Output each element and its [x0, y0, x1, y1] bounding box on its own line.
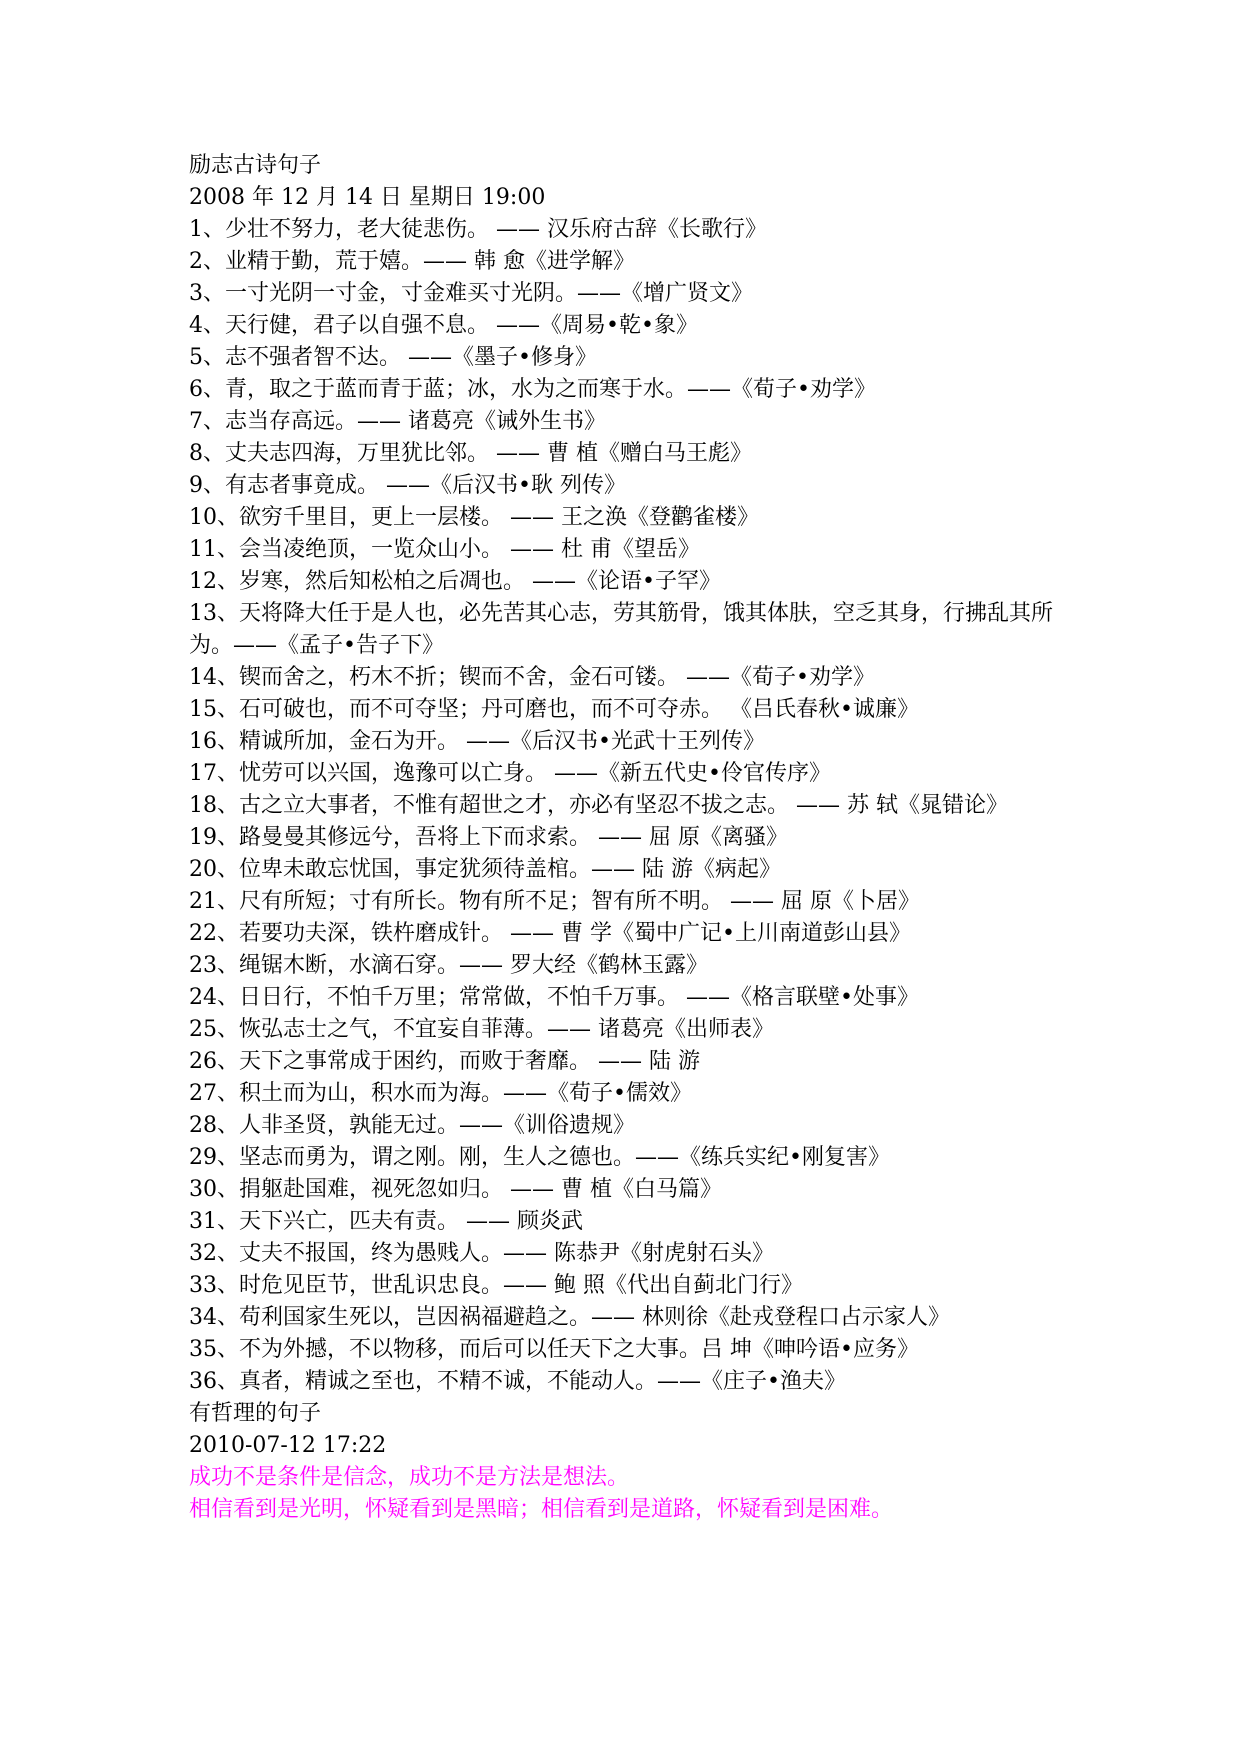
quote-line: 29、坚志而勇为，谓之刚。刚，生人之德也。——《练兵实纪•刚复害》 — [189, 1145, 890, 1170]
quote-line: 9、有志者事竟成。 ——《后汉书•耿 列传》 — [189, 473, 626, 498]
quote-line: 14、锲而舍之，朽木不折；锲而不舍，金石可镂。 ——《荀子•劝学》 — [189, 665, 875, 690]
quote-line: 16、精诚所加，金石为开。 ——《后汉书•光武十王列传》 — [189, 729, 765, 754]
quote-line: 27、积土而为山，积水而为海。——《荀子•儒效》 — [189, 1081, 692, 1106]
quote-line: 21、尺有所短；寸有所长。物有所不足；智有所不明。 —— 屈 原《卜居》 — [189, 889, 920, 914]
quote-line: 24、日日行，不怕千万里；常常做，不怕千万事。 ——《格言联壁•处事》 — [189, 985, 919, 1010]
quote-line: 7、志当存高远。—— 诸葛亮《诫外生书》 — [189, 409, 606, 434]
quote-line: 15、石可破也，而不可夺坚；丹可磨也，而不可夺赤。 《吕氏春秋•诚廉》 — [189, 697, 919, 722]
quote-line: 18、古之立大事者，不惟有超世之才，亦必有坚忍不拔之志。 —— 苏 轼《晁错论》 — [189, 793, 1008, 818]
quote-line: 35、不为外撼，不以物移，而后可以任天下之大事。吕 坤《呻吟语•应务》 — [189, 1337, 919, 1362]
quote-line: 20、位卑未敢忘忧国，事定犹须待盖棺。—— 陆 游《病起》 — [189, 857, 781, 882]
quote-line: 3、一寸光阴一寸金，寸金难买寸光阴。——《增广贤文》 — [189, 281, 753, 306]
quote-line: 2、业精于勤，荒于嬉。—— 韩 愈《进学解》 — [189, 249, 635, 274]
quote-line: 10、欲穷千里目，更上一层楼。 —— 王之涣《登鹳雀楼》 — [189, 505, 759, 530]
document-page — [189, 150, 1069, 1526]
section-date: 2010-07-12 17:22 — [189, 1433, 387, 1458]
quote-line: 13、天将降大任于是人也，必先苦其心志，劳其筋骨，饿其体肤，空乏其身，行拂乱其所为。——《孟子•告子下》 — [189, 601, 1053, 658]
highlight-line: 成功不是条件是信念，成功不是方法是想法。 — [189, 1465, 630, 1490]
quote-line: 32、丈夫不报国，终为愚贱人。—— 陈恭尹《射虎射石头》 — [189, 1241, 774, 1266]
quote-line: 30、捐躯赴国难，视死忽如归。 —— 曹 植《白马篇》 — [189, 1177, 722, 1202]
quote-line: 36、真者，精诚之至也，不精不诚，不能动人。——《庄子•渔夫》 — [189, 1369, 846, 1394]
quote-line: 4、天行健，君子以自强不息。 ——《周易•乾•象》 — [189, 313, 698, 338]
quote-line: 11、会当凌绝顶，一览众山小。 —— 杜 甫《望岳》 — [189, 537, 700, 562]
quote-line: 19、路曼曼其修远兮，吾将上下而求索。 —— 屈 原《离骚》 — [189, 825, 788, 850]
quote-line: 8、丈夫志四海，万里犹比邻。 —— 曹 植《赠白马王彪》 — [189, 441, 752, 466]
quote-line: 1、少壮不努力，老大徒悲伤。 —— 汉乐府古辞《长歌行》 — [189, 217, 767, 242]
quote-line: 23、绳锯木断，水滴石穿。—— 罗大经《鹤林玉露》 — [189, 953, 708, 978]
quote-line: 33、时危见臣节，世乱识忠良。—— 鲍 照《代出自蓟北门行》 — [189, 1273, 803, 1298]
quote-line: 6、青，取之于蓝而青于蓝；冰，水为之而寒于水。——《荀子•劝学》 — [189, 377, 876, 402]
quote-line: 31、天下兴亡，匹夫有责。 —— 顾炎武 — [189, 1209, 583, 1234]
section-date: 2008 年 12 月 14 日 星期日 19:00 — [189, 185, 546, 210]
quote-line: 5、志不强者智不达。 ——《墨子•修身》 — [189, 345, 597, 370]
quote-line: 34、苟利国家生死以，岂因祸福避趋之。—— 林则徐《赴戎登程口占示家人》 — [189, 1305, 950, 1330]
quote-line: 17、忧劳可以兴国，逸豫可以亡身。 ——《新五代史•伶官传序》 — [189, 761, 831, 786]
quote-line: 22、若要功夫深，铁杵磨成针。 —— 曹 学《蜀中广记•上川南道彭山县》 — [189, 921, 911, 946]
quote-line: 28、人非圣贤，孰能无过。——《训俗遗规》 — [189, 1113, 635, 1138]
quote-line: 26、天下之事常成于困约，而败于奢靡。 —— 陆 游 — [189, 1049, 700, 1074]
highlight-line: 相信看到是光明，怀疑看到是黑暗；相信看到是道路，怀疑看到是困难。 — [189, 1497, 894, 1522]
section-title: 励志古诗句子 — [189, 153, 322, 178]
section-title: 有哲理的句子 — [189, 1401, 322, 1426]
quote-line: 12、岁寒，然后知松柏之后凋也。 ——《论语•子罕》 — [189, 569, 721, 594]
quote-line: 25、恢弘志士之气，不宜妄自菲薄。—— 诸葛亮《出师表》 — [189, 1017, 774, 1042]
